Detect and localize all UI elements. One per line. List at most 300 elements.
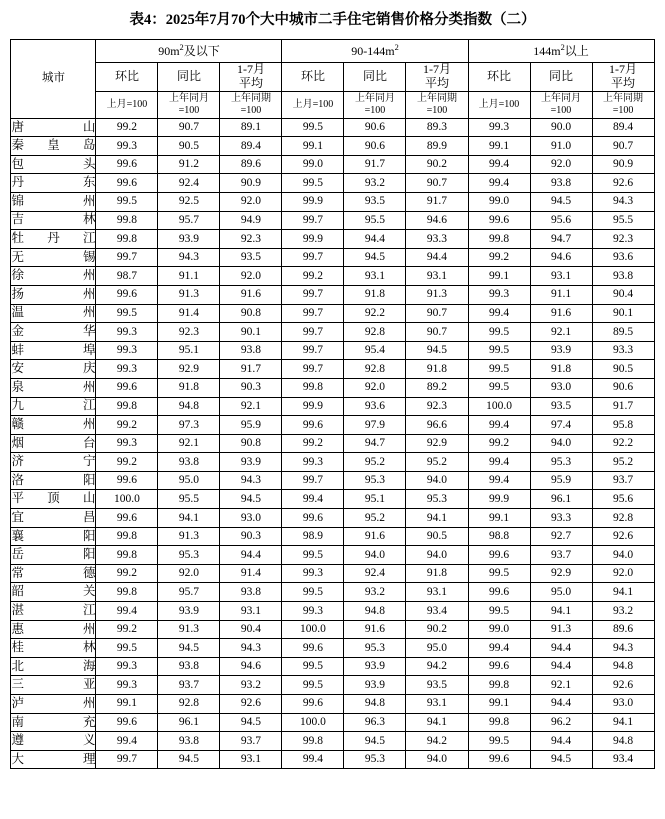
index-value: 99.8 — [282, 378, 344, 397]
index-value: 94.8 — [344, 695, 406, 714]
index-value: 89.2 — [406, 378, 468, 397]
index-value: 99.9 — [282, 230, 344, 249]
table-row — [11, 602, 654, 621]
city-name: 惠州 — [11, 620, 96, 639]
table-row — [11, 174, 654, 193]
city-name: 烟台 — [11, 434, 96, 453]
index-value: 93.8 — [220, 341, 282, 360]
index-value: 93.7 — [530, 546, 592, 565]
index-value: 89.9 — [406, 137, 468, 156]
header-base-avg-1: 上年同期 =100 — [406, 91, 468, 118]
page-title: 表4：2025年7月70个大中城市二手住宅销售价格分类指数（二） — [129, 12, 536, 28]
index-value: 99.7 — [282, 304, 344, 323]
table-row — [11, 509, 654, 528]
table-row — [11, 304, 654, 323]
index-value: 92.6 — [220, 695, 282, 714]
index-value: 95.9 — [530, 471, 592, 490]
table-row — [11, 285, 654, 304]
header-group-2-sup: 2 — [560, 43, 565, 53]
index-value: 99.2 — [96, 564, 158, 583]
city-name: 无锡 — [11, 248, 96, 267]
index-value: 94.0 — [530, 434, 592, 453]
city-name: 襄阳 — [11, 527, 96, 546]
index-value: 89.3 — [406, 118, 468, 137]
header-group-0-suffix: 及以下 — [183, 44, 220, 59]
index-value: 95.2 — [344, 453, 406, 472]
index-value: 94.1 — [592, 713, 654, 732]
index-value: 99.5 — [468, 341, 530, 360]
city-name: 南充 — [11, 713, 96, 732]
index-value: 91.6 — [344, 527, 406, 546]
index-value: 91.7 — [220, 360, 282, 379]
index-value: 91.7 — [406, 192, 468, 211]
index-value: 99.3 — [468, 285, 530, 304]
index-value: 95.3 — [344, 471, 406, 490]
index-value: 94.7 — [344, 434, 406, 453]
index-value: 91.3 — [406, 285, 468, 304]
index-value: 93.7 — [592, 471, 654, 490]
index-value: 94.3 — [592, 192, 654, 211]
index-value: 93.5 — [530, 397, 592, 416]
index-value: 91.8 — [530, 360, 592, 379]
header-sub-yoy-0: 同比 — [158, 63, 220, 92]
index-value: 95.4 — [344, 341, 406, 360]
index-value: 92.9 — [158, 360, 220, 379]
index-value: 95.7 — [158, 211, 220, 230]
header-sub-avg-1: 1-7月 平均 — [406, 63, 468, 92]
header-group-2 — [468, 40, 654, 63]
index-value: 99.1 — [282, 137, 344, 156]
header-base-mom-1: 上月=100 — [282, 91, 344, 118]
index-value: 94.0 — [592, 546, 654, 565]
index-value: 95.1 — [344, 490, 406, 509]
index-value: 93.8 — [158, 732, 220, 751]
index-value: 100.0 — [282, 713, 344, 732]
index-value: 99.7 — [282, 341, 344, 360]
index-value: 99.4 — [282, 750, 344, 769]
index-value: 94.1 — [406, 509, 468, 528]
index-value: 93.5 — [220, 248, 282, 267]
index-value: 97.9 — [344, 416, 406, 435]
index-value: 99.4 — [468, 471, 530, 490]
index-value: 92.2 — [344, 304, 406, 323]
index-value: 94.3 — [220, 471, 282, 490]
index-value: 94.3 — [158, 248, 220, 267]
index-value: 94.5 — [158, 639, 220, 658]
index-value: 93.8 — [158, 453, 220, 472]
table-body — [11, 118, 654, 769]
index-value: 99.3 — [282, 602, 344, 621]
index-value: 99.5 — [282, 546, 344, 565]
index-value: 93.1 — [344, 267, 406, 286]
index-value: 99.9 — [282, 397, 344, 416]
index-value: 92.6 — [592, 676, 654, 695]
index-value: 99.5 — [282, 174, 344, 193]
index-value: 90.4 — [220, 620, 282, 639]
index-value: 99.8 — [468, 230, 530, 249]
header-row-groups — [11, 40, 654, 63]
index-value: 95.9 — [220, 416, 282, 435]
city-name: 蚌埠 — [11, 341, 96, 360]
table-row — [11, 750, 654, 769]
city-name: 扬州 — [11, 285, 96, 304]
index-value: 99.5 — [282, 676, 344, 695]
index-value: 99.4 — [468, 416, 530, 435]
header-sub-avg-2: 1-7月 平均 — [592, 63, 654, 92]
index-value: 99.3 — [96, 434, 158, 453]
index-value: 99.8 — [468, 676, 530, 695]
index-value: 89.6 — [220, 155, 282, 174]
index-value: 99.2 — [468, 434, 530, 453]
index-value: 99.2 — [282, 267, 344, 286]
city-name: 济宁 — [11, 453, 96, 472]
index-value: 89.6 — [592, 620, 654, 639]
index-value: 95.3 — [158, 546, 220, 565]
index-value: 94.4 — [220, 546, 282, 565]
index-value: 95.5 — [158, 490, 220, 509]
table-row — [11, 583, 654, 602]
index-value: 92.1 — [158, 434, 220, 453]
index-value: 92.0 — [344, 378, 406, 397]
header-row-bases — [11, 91, 654, 118]
index-value: 99.2 — [468, 248, 530, 267]
index-value: 89.4 — [592, 118, 654, 137]
index-value: 95.3 — [406, 490, 468, 509]
index-value: 99.3 — [96, 657, 158, 676]
index-value: 90.1 — [220, 323, 282, 342]
header-group-0-prefix: 90m — [158, 44, 180, 59]
index-value: 97.3 — [158, 416, 220, 435]
index-value: 94.8 — [592, 732, 654, 751]
index-value: 94.2 — [406, 732, 468, 751]
header-sub-avg-0: 1-7月 平均 — [220, 63, 282, 92]
index-value: 99.3 — [96, 323, 158, 342]
index-value: 90.8 — [220, 304, 282, 323]
index-value: 99.6 — [282, 695, 344, 714]
index-value: 99.2 — [96, 118, 158, 137]
index-value: 99.8 — [96, 397, 158, 416]
table-row — [11, 230, 654, 249]
index-value: 99.6 — [96, 713, 158, 732]
city-name: 韶关 — [11, 583, 96, 602]
index-value: 93.7 — [158, 676, 220, 695]
index-value: 99.4 — [468, 155, 530, 174]
index-value: 99.7 — [282, 471, 344, 490]
index-value: 98.7 — [96, 267, 158, 286]
index-value: 99.6 — [468, 546, 530, 565]
index-value: 95.2 — [406, 453, 468, 472]
index-value: 91.1 — [158, 267, 220, 286]
index-value: 92.9 — [530, 564, 592, 583]
index-value: 99.1 — [96, 695, 158, 714]
table-row — [11, 490, 654, 509]
header-group-2-suffix: 以上 — [564, 44, 589, 59]
index-value: 99.6 — [96, 285, 158, 304]
index-value: 99.8 — [96, 527, 158, 546]
index-value: 90.9 — [220, 174, 282, 193]
index-value: 91.8 — [158, 378, 220, 397]
index-value: 94.3 — [220, 639, 282, 658]
index-value: 91.3 — [158, 285, 220, 304]
index-value: 92.5 — [158, 192, 220, 211]
index-value: 98.8 — [468, 527, 530, 546]
index-value: 93.1 — [220, 750, 282, 769]
index-value: 92.7 — [530, 527, 592, 546]
index-value: 99.2 — [96, 416, 158, 435]
header-group-1-prefix: 90-144m — [351, 44, 395, 59]
index-value: 94.9 — [220, 211, 282, 230]
city-name: 牡丹江 — [11, 230, 96, 249]
index-value: 94.1 — [592, 583, 654, 602]
header-base-yoy-0: 上年同月 =100 — [158, 91, 220, 118]
city-name: 九江 — [11, 397, 96, 416]
index-value: 95.0 — [406, 639, 468, 658]
index-value: 91.8 — [344, 285, 406, 304]
index-value: 90.6 — [344, 118, 406, 137]
index-value: 99.5 — [96, 639, 158, 658]
index-value: 94.1 — [530, 602, 592, 621]
index-value: 93.2 — [592, 602, 654, 621]
header-group-1 — [282, 40, 468, 63]
index-value: 99.7 — [282, 323, 344, 342]
index-value: 91.6 — [220, 285, 282, 304]
index-value: 93.0 — [592, 695, 654, 714]
index-value: 94.5 — [344, 248, 406, 267]
index-value: 92.3 — [406, 397, 468, 416]
index-value: 95.0 — [158, 471, 220, 490]
index-value: 93.8 — [158, 657, 220, 676]
index-value: 97.4 — [530, 416, 592, 435]
table-row — [11, 416, 654, 435]
index-value: 99.3 — [96, 341, 158, 360]
index-value: 99.4 — [468, 453, 530, 472]
index-value: 99.5 — [282, 583, 344, 602]
index-value: 94.3 — [592, 639, 654, 658]
index-value: 99.1 — [468, 695, 530, 714]
index-value: 93.8 — [592, 267, 654, 286]
table-row — [11, 323, 654, 342]
index-value: 100.0 — [96, 490, 158, 509]
index-value: 94.8 — [158, 397, 220, 416]
index-value: 90.5 — [158, 137, 220, 156]
index-value: 90.7 — [406, 174, 468, 193]
index-value: 93.2 — [220, 676, 282, 695]
index-value: 99.6 — [468, 211, 530, 230]
index-value: 99.3 — [96, 676, 158, 695]
city-name: 常德 — [11, 564, 96, 583]
city-name: 赣州 — [11, 416, 96, 435]
index-value: 94.6 — [220, 657, 282, 676]
index-value: 93.1 — [406, 583, 468, 602]
index-value: 92.3 — [220, 230, 282, 249]
index-value: 93.1 — [220, 602, 282, 621]
index-value: 92.4 — [158, 174, 220, 193]
index-value: 99.7 — [282, 211, 344, 230]
index-value: 96.6 — [406, 416, 468, 435]
index-value: 94.8 — [344, 602, 406, 621]
index-value: 95.5 — [344, 211, 406, 230]
index-value: 92.8 — [344, 360, 406, 379]
table-row — [11, 732, 654, 751]
index-value: 90.2 — [406, 620, 468, 639]
index-value: 91.7 — [344, 155, 406, 174]
index-value: 93.2 — [344, 583, 406, 602]
index-value: 94.5 — [220, 713, 282, 732]
index-value: 99.7 — [96, 750, 158, 769]
index-value: 95.2 — [592, 453, 654, 472]
header-sub-yoy-2: 同比 — [530, 63, 592, 92]
index-value: 99.1 — [468, 509, 530, 528]
index-value: 92.2 — [592, 434, 654, 453]
city-name: 泉州 — [11, 378, 96, 397]
index-value: 94.4 — [530, 657, 592, 676]
index-value: 99.4 — [96, 602, 158, 621]
index-value: 94.5 — [220, 490, 282, 509]
index-value: 92.0 — [592, 564, 654, 583]
city-name: 北海 — [11, 657, 96, 676]
index-value: 92.0 — [220, 192, 282, 211]
index-value: 99.8 — [96, 583, 158, 602]
city-name: 丹东 — [11, 174, 96, 193]
table-row — [11, 267, 654, 286]
index-value: 99.0 — [468, 620, 530, 639]
index-value: 93.3 — [406, 230, 468, 249]
index-value: 99.9 — [468, 490, 530, 509]
index-value: 94.0 — [406, 546, 468, 565]
index-value: 100.0 — [282, 620, 344, 639]
index-value: 91.8 — [406, 564, 468, 583]
index-value: 100.0 — [468, 397, 530, 416]
index-value: 95.1 — [158, 341, 220, 360]
header-sub-mom-2: 环比 — [468, 63, 530, 92]
index-value: 99.8 — [96, 211, 158, 230]
header-group-0-sup: 2 — [179, 43, 184, 53]
table-row — [11, 360, 654, 379]
index-value: 92.1 — [530, 323, 592, 342]
index-value: 94.4 — [406, 248, 468, 267]
index-value: 99.5 — [468, 360, 530, 379]
index-value: 99.5 — [468, 564, 530, 583]
index-value: 90.2 — [406, 155, 468, 174]
header-base-mom-0: 上月=100 — [96, 91, 158, 118]
table-row — [11, 453, 654, 472]
index-value: 99.0 — [468, 192, 530, 211]
city-name: 金华 — [11, 323, 96, 342]
table-header — [11, 40, 654, 119]
header-city: 城市 — [11, 40, 96, 119]
index-value: 90.5 — [592, 360, 654, 379]
index-value: 99.4 — [468, 304, 530, 323]
index-value: 93.2 — [344, 174, 406, 193]
index-value: 99.5 — [468, 378, 530, 397]
table-row — [11, 564, 654, 583]
index-value: 93.9 — [158, 602, 220, 621]
city-name: 三亚 — [11, 676, 96, 695]
index-value: 99.6 — [282, 639, 344, 658]
index-value: 93.9 — [158, 230, 220, 249]
index-value: 99.7 — [282, 360, 344, 379]
index-value: 92.1 — [530, 676, 592, 695]
index-value: 99.3 — [282, 564, 344, 583]
index-value: 93.4 — [592, 750, 654, 769]
header-group-0 — [96, 40, 282, 63]
index-value: 93.7 — [220, 732, 282, 751]
index-value: 99.8 — [96, 230, 158, 249]
table-row — [11, 397, 654, 416]
index-value: 94.4 — [530, 732, 592, 751]
index-value: 99.2 — [96, 453, 158, 472]
index-value: 93.3 — [592, 341, 654, 360]
index-value: 92.0 — [530, 155, 592, 174]
index-value: 94.5 — [406, 341, 468, 360]
city-name: 包头 — [11, 155, 96, 174]
header-group-2-prefix: 144m — [533, 44, 561, 59]
table-row — [11, 192, 654, 211]
table-row — [11, 378, 654, 397]
index-value: 92.8 — [592, 509, 654, 528]
index-value: 99.6 — [282, 509, 344, 528]
header-base-yoy-2: 上年同月 =100 — [530, 91, 592, 118]
index-value: 92.0 — [220, 267, 282, 286]
table-row — [11, 118, 654, 137]
index-value: 99.4 — [468, 639, 530, 658]
index-value: 94.6 — [406, 211, 468, 230]
table-row — [11, 471, 654, 490]
table-row — [11, 639, 654, 658]
index-value: 95.3 — [530, 453, 592, 472]
index-value: 99.2 — [282, 434, 344, 453]
index-value: 99.8 — [468, 713, 530, 732]
table-row — [11, 137, 654, 156]
index-value: 91.3 — [530, 620, 592, 639]
index-value: 99.5 — [96, 192, 158, 211]
table-row — [11, 434, 654, 453]
city-name: 大理 — [11, 750, 96, 769]
index-value: 95.6 — [592, 490, 654, 509]
index-value: 93.9 — [344, 657, 406, 676]
table-row — [11, 676, 654, 695]
index-value: 92.6 — [592, 174, 654, 193]
index-value: 99.6 — [282, 416, 344, 435]
index-value: 91.4 — [158, 304, 220, 323]
index-value: 90.6 — [592, 378, 654, 397]
index-value: 99.7 — [96, 248, 158, 267]
index-value: 99.6 — [468, 583, 530, 602]
index-value: 93.5 — [344, 192, 406, 211]
city-name: 温州 — [11, 304, 96, 323]
index-value: 90.9 — [592, 155, 654, 174]
index-value: 96.1 — [158, 713, 220, 732]
index-value: 90.3 — [220, 378, 282, 397]
index-value: 93.9 — [220, 453, 282, 472]
header-base-mom-2: 上月=100 — [468, 91, 530, 118]
index-value: 99.6 — [96, 471, 158, 490]
index-value: 93.3 — [530, 509, 592, 528]
index-value: 94.5 — [530, 750, 592, 769]
index-value: 95.7 — [158, 583, 220, 602]
index-value: 94.2 — [406, 657, 468, 676]
index-value: 95.6 — [530, 211, 592, 230]
index-value: 99.4 — [96, 732, 158, 751]
index-value: 94.0 — [344, 546, 406, 565]
city-name: 徐州 — [11, 267, 96, 286]
table-row — [11, 713, 654, 732]
header-sub-mom-1: 环比 — [282, 63, 344, 92]
city-name: 平顶山 — [11, 490, 96, 509]
city-name: 秦皇岛 — [11, 137, 96, 156]
index-value: 98.9 — [282, 527, 344, 546]
index-value: 92.4 — [344, 564, 406, 583]
